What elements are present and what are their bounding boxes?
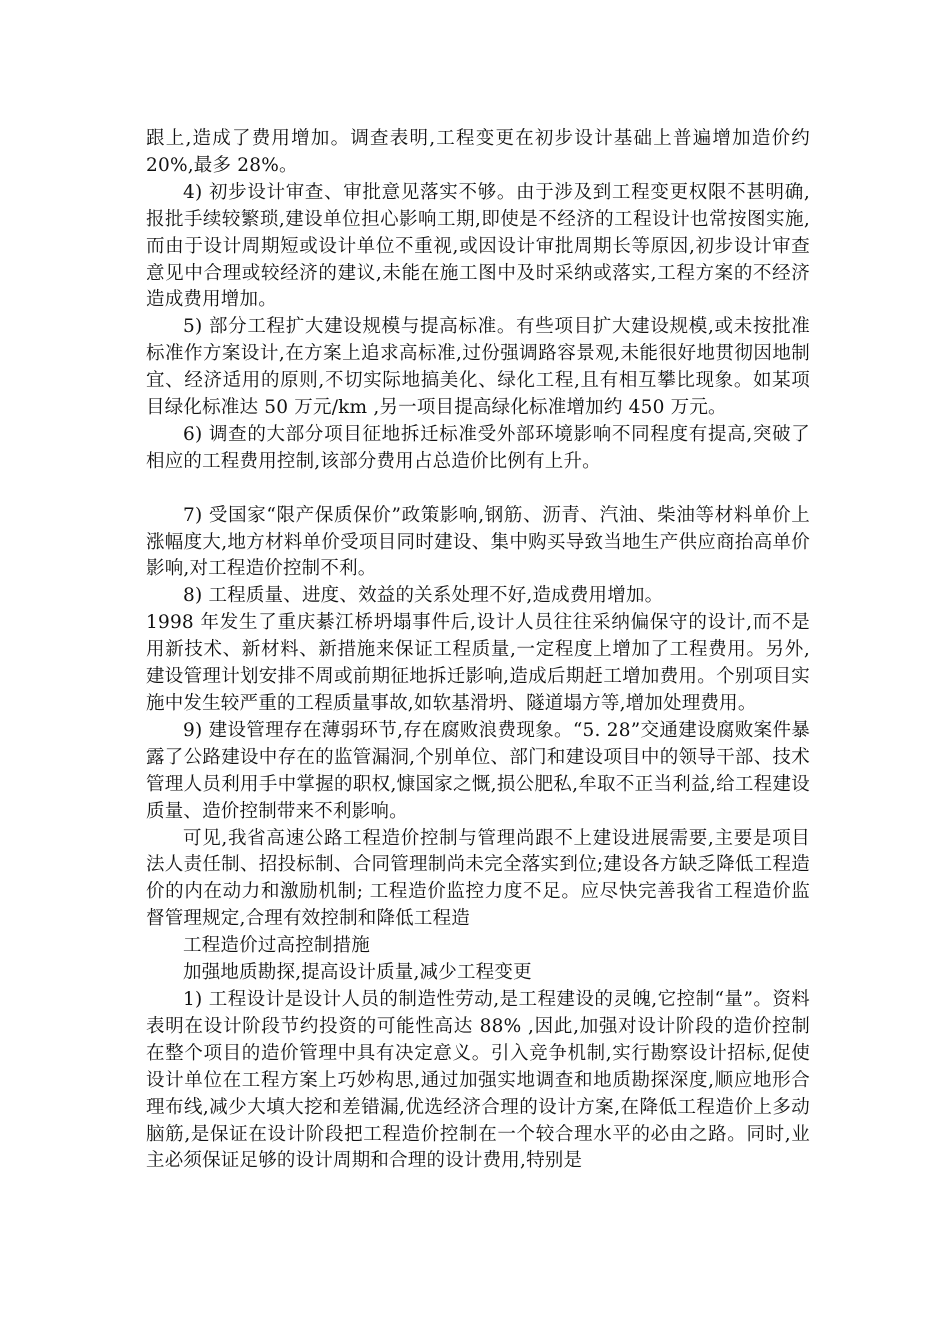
document-page [146,126,810,1175]
paragraph-continuation: 跟上,造成了费用增加。调查表明,工程变更在初步设计基础上普遍增加造价约 20%,最多 28%。 [146,128,810,176]
section-heading: 工程造价过高控制措施 [183,935,371,957]
paragraph-item-6: 6) 调查的大部分项目征地拆迁标准受外部环境影响不同程度有提高,突破了相应的工程费用控制,该部分费用占总造价比例有上升。 [146,423,810,472]
paragraph-item-4: 4) 初步设计审查、审批意见落实不够。由于涉及到工程变更权限不甚明确,报批手续较繁琐,建设单位担心影响工期,即使是不经济的工程设计也常按图实施,而由于设计周期短或设计单位不重视,或因设计审批周期长等原因,初步设计审查意见中合理或较经济的建议,未能在施工图中及时采纳或落实,工程方案的不经济造成费用增加。 [146,181,810,311]
paragraph-item-5: 5) 部分工程扩大建设规模与提高标准。有些项目扩大建设规模,或未按批准标准作方案设计,在方案上追求高标准,过份强调路容景观,未能很好地贯彻因地制宜、经济适用的原则,不切实际地搞美化、绿化工程,且有相互攀比现象。如某项目绿化标准达 50 万元/km ,另一项目提高绿化标准增加约 450 万元。 [146,316,810,419]
paragraph-item-7: 7) 受国家“限产保质保价”政策影响,钢筋、沥青、汽油、柴油等材料单价上涨幅度大,地方材料单价受项目同时建设、集中购买导致当地生产供应商抬高单价影响,对工程造价控制不利。 [146,504,810,580]
subsection-heading: 加强地质勘探,提高设计质量,减少工程变更 [183,962,532,984]
paragraph-item-9: 9) 建设管理存在薄弱环节,存在腐败浪费现象。“5. 28”交通建设腐败案件暴露了公路建设中存在的监管漏洞,个别单位、部门和建设项目中的领导干部、技术管理人员利用手中掌握的职权,慷国家之慨,损公肥私,牟取不正当利益,给工程建设质量、造价控制带来不利影响。 [146,719,810,822]
paragraph-summary: 可见,我省高速公路工程造价控制与管理尚跟不上建设进展需要,主要是项目法人责任制、招投标制、合同管理制尚未完全落实到位;建设各方缺乏降低工程造价的内在动力和激励机制; 工程造价监控力度不足。应尽快完善我省工程造价监督管理规定,合理有效控制和降低工程造 [146,827,810,930]
paragraph-measure-1: 1) 工程设计是设计人员的制造性劳动,是工程建设的灵魄,它控制“量”。资料表明在设计阶段节约投资的可能性高达 88% ,因此,加强对设计阶段的造价控制在整个项目的造价管理中具有决定意义。引入竞争机制,实行勘察设计招标,促使设计单位在工程方案上巧妙构思,通过加强实地调查和地质勘探深度,顺应地形合理布线,减少大填大挖和差错漏,优选经济合理的设计方案,在降低工程造价上多动脑筋,是保证在设计阶段把工程造价控制在一个较合理水平的必由之路。同时,业主必须保证足够的设计周期和合理的设计费用,特别是 [146,988,810,1172]
paragraph-item-8: 8) 工程质量、进度、效益的关系处理不好,造成费用增加。 [183,585,664,607]
paragraph-item-8-continuation: 1998 年发生了重庆綦江桥坍塌事件后,设计人员往往采纳偏保守的设计,而不是用新技术、新材料、新措施来保证工程质量,一定程度上增加了工程费用。另外,建设管理计划安排不周或前期征地拆迁影响,造成后期赶工增加费用。个别项目实施中发生较严重的工程质量事故,如软基滑坍、隧道塌方等,增加处理费用。 [146,612,810,715]
paragraph-gap [146,476,810,503]
